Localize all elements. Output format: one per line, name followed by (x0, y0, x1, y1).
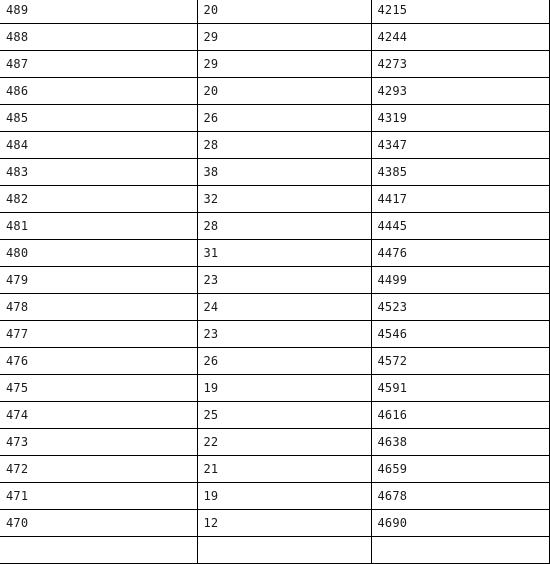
count-cell (197, 537, 371, 564)
cumulative-cell: 4445 (371, 213, 549, 240)
table-row (0, 537, 549, 564)
table-row (0, 240, 549, 267)
count-cell: 32 (197, 186, 371, 213)
count-cell: 29 (197, 24, 371, 51)
cumulative-cell: 4215 (371, 0, 549, 24)
score-cell: 484 (0, 132, 197, 159)
count-cell: 28 (197, 132, 371, 159)
count-cell: 21 (197, 456, 371, 483)
score-cell: 483 (0, 159, 197, 186)
count-cell: 31 (197, 240, 371, 267)
count-cell: 25 (197, 402, 371, 429)
cumulative-cell: 4476 (371, 240, 549, 267)
cumulative-cell: 4293 (371, 78, 549, 105)
cumulative-cell: 4546 (371, 321, 549, 348)
cumulative-cell: 4690 (371, 510, 549, 537)
score-cell: 481 (0, 213, 197, 240)
cumulative-cell: 4678 (371, 483, 549, 510)
cumulative-cell: 4385 (371, 159, 549, 186)
table-row (0, 483, 549, 510)
count-cell: 29 (197, 51, 371, 78)
table-row (0, 294, 549, 321)
score-cell: 476 (0, 348, 197, 375)
score-cell: 485 (0, 105, 197, 132)
cumulative-cell: 4616 (371, 402, 549, 429)
score-cell: 479 (0, 267, 197, 294)
score-cell: 488 (0, 24, 197, 51)
table-row (0, 159, 549, 186)
count-cell: 28 (197, 213, 371, 240)
score-cell (0, 537, 197, 564)
cumulative-cell: 4417 (371, 186, 549, 213)
cumulative-cell (371, 537, 549, 564)
table-row (0, 105, 549, 132)
score-cell: 487 (0, 51, 197, 78)
count-cell: 19 (197, 375, 371, 402)
table-row (0, 51, 549, 78)
table-row (0, 24, 549, 51)
cumulative-cell: 4244 (371, 24, 549, 51)
cumulative-cell: 4347 (371, 132, 549, 159)
table-row (0, 267, 549, 294)
score-cell: 472 (0, 456, 197, 483)
table-row (0, 0, 549, 24)
table-row (0, 186, 549, 213)
table-row (0, 510, 549, 537)
table-row (0, 456, 549, 483)
table-row (0, 78, 549, 105)
count-cell: 26 (197, 105, 371, 132)
table-row (0, 132, 549, 159)
table-row (0, 213, 549, 240)
score-cell: 480 (0, 240, 197, 267)
count-cell: 20 (197, 0, 371, 24)
score-cell: 477 (0, 321, 197, 348)
count-cell: 26 (197, 348, 371, 375)
cumulative-cell: 4499 (371, 267, 549, 294)
cumulative-cell: 4659 (371, 456, 549, 483)
table-row (0, 429, 549, 456)
score-cell: 474 (0, 402, 197, 429)
count-cell: 19 (197, 483, 371, 510)
cumulative-cell: 4572 (371, 348, 549, 375)
table-row (0, 348, 549, 375)
count-cell: 22 (197, 429, 371, 456)
score-cell: 470 (0, 510, 197, 537)
count-cell: 23 (197, 267, 371, 294)
count-cell: 12 (197, 510, 371, 537)
score-cell: 486 (0, 78, 197, 105)
count-cell: 20 (197, 78, 371, 105)
cumulative-cell: 4638 (371, 429, 549, 456)
cumulative-cell: 4523 (371, 294, 549, 321)
cumulative-cell: 4319 (371, 105, 549, 132)
score-cell: 471 (0, 483, 197, 510)
count-cell: 38 (197, 159, 371, 186)
score-cell: 489 (0, 0, 197, 24)
score-cell: 475 (0, 375, 197, 402)
score-cell: 482 (0, 186, 197, 213)
table-row (0, 321, 549, 348)
score-cell: 478 (0, 294, 197, 321)
table-row (0, 402, 549, 429)
count-cell: 23 (197, 321, 371, 348)
cumulative-cell: 4273 (371, 51, 549, 78)
cumulative-cell: 4591 (371, 375, 549, 402)
score-cell: 473 (0, 429, 197, 456)
table-row (0, 375, 549, 402)
count-cell: 24 (197, 294, 371, 321)
